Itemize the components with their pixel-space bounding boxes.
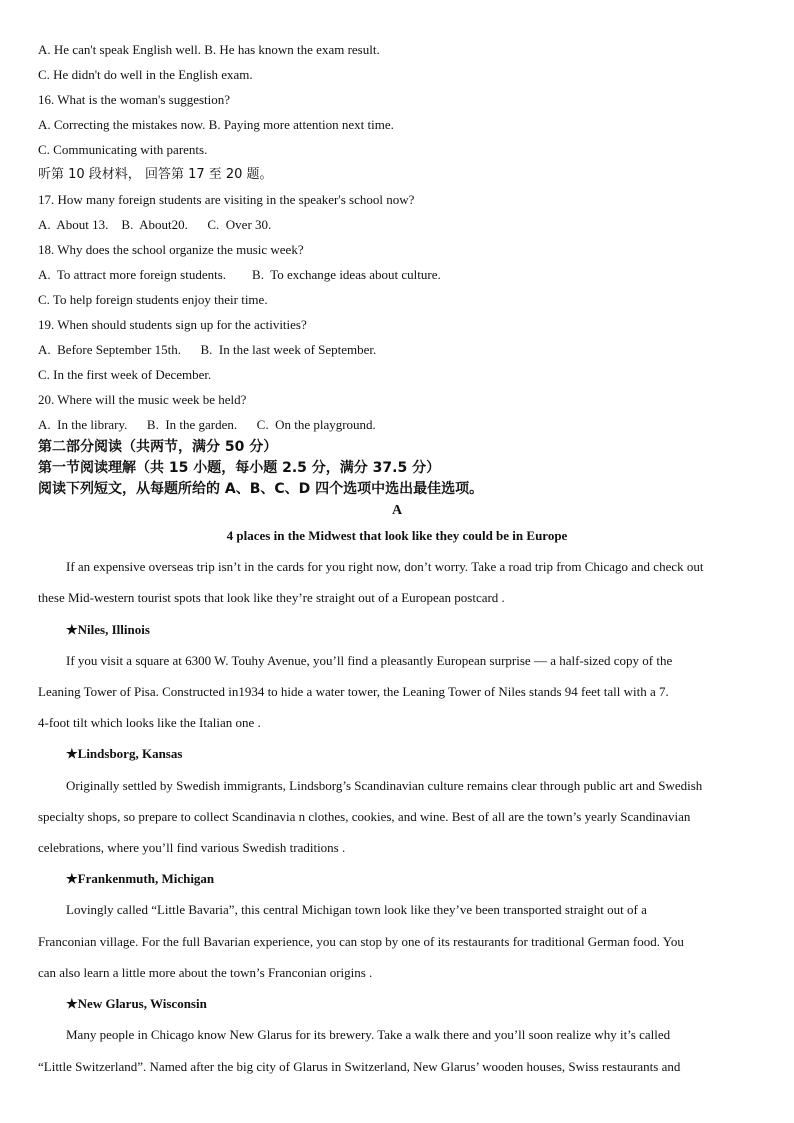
place1-line-2: Leaning Tower of Pisa. Constructed in1934 to hide a water tower, the Leaning Tower of Niles stands 94 feet tall with a 7.: [38, 684, 669, 699]
q18-options-ab: A. To attract more foreign students. B. To exchange ideas about culture.: [38, 267, 441, 282]
passage-letter: A: [391, 503, 403, 518]
place3-line-3: can also learn a little more about the town’s Franconian origins .: [38, 965, 373, 980]
intro-line-1: If an expensive overseas trip isn’t in the cards for you right now, don’t worry. Take a road trip from Chicago and check out: [66, 559, 704, 574]
place2-line-1: Originally settled by Swedish immigrants, Lindsborg’s Scandinavian culture remains clear through public art and Swedish: [66, 778, 703, 793]
place3-line-1: Lovingly called “Little Bavaria”, this central Michigan town look like they’ve been transported straight out of a: [66, 902, 647, 917]
place4-line-2: “Little Switzerland”. Named after the big city of Glarus in Switzerland, New Glarus’ wooden houses, Swiss restaurants and: [38, 1059, 681, 1074]
q18-option-c: C. To help foreign students enjoy their time.: [38, 292, 268, 307]
q16-options-ab: A. Correcting the mistakes now. B. Paying more attention next time.: [38, 117, 394, 132]
q15-options-ab: A. He can't speak English well. B. He has known the exam result.: [38, 42, 380, 57]
q16-option-c: C. Communicating with parents.: [38, 142, 208, 157]
place4-heading: ★New Glarus, Wisconsin: [66, 996, 207, 1011]
q16-question: 16. What is the woman's suggestion?: [38, 92, 231, 107]
part-two-title: 第二部分阅读（共两节，满分 50 分）: [38, 439, 278, 455]
place2-heading: ★Lindsborg, Kansas: [66, 746, 183, 761]
place1-heading: ★Niles, Illinois: [66, 622, 150, 637]
q19-options-ab: A. Before September 15th. B. In the last week of September.: [38, 342, 377, 357]
section-one-title: 第一节阅读理解（共 15 小题，每小题 2.5 分，满分 37.5 分）: [38, 460, 441, 476]
reading-instruction: 阅读下列短文，从每题所给的 A、B、C、D 四个选项中选出最佳选项。: [38, 481, 484, 497]
q20-options: A. In the library. B. In the garden. C. On the playground.: [38, 417, 376, 432]
q19-option-c: C. In the first week of December.: [38, 367, 212, 382]
place1-line-3: 4-foot tilt which looks like the Italian one .: [38, 715, 261, 730]
intro-line-2: these Mid-western tourist spots that look like they’re straight out of a European postcard .: [38, 590, 505, 605]
place4-line-1: Many people in Chicago know New Glarus for its brewery. Take a walk there and you’ll soon realize why it’s called: [66, 1027, 671, 1042]
place2-line-2: specialty shops, so prepare to collect Scandinavia n clothes, cookies, and wine. Best of all are the town’s yearly Scandinavian: [38, 809, 691, 824]
q17-options: A. About 13. B. About20. C. Over 30.: [38, 217, 272, 232]
q17-question: 17. How many foreign students are visiting in the speaker's school now?: [38, 192, 415, 207]
place2-line-3: celebrations, where you’ll find various Swedish traditions .: [38, 840, 346, 855]
q19-question: 19. When should students sign up for the activities?: [38, 317, 307, 332]
section10-instruction: 听第 10 段材料， 回答第 17 至 20 题。: [38, 167, 273, 182]
place3-line-2: Franconian village. For the full Bavarian experience, you can stop by one of its restaurants for traditional German food. You: [38, 934, 684, 949]
q15-option-c: C. He didn't do well in the English exam.: [38, 67, 253, 82]
q18-question: 18. Why does the school organize the music week?: [38, 242, 304, 257]
passage-title: 4 places in the Midwest that look like they could be in Europe: [226, 528, 568, 543]
q20-question: 20. Where will the music week be held?: [38, 392, 247, 407]
place3-heading: ★Frankenmuth, Michigan: [66, 871, 215, 886]
place1-line-1: If you visit a square at 6300 W. Touhy Avenue, you’ll find a pleasantly European surprise — a half-sized copy of the: [66, 653, 673, 668]
